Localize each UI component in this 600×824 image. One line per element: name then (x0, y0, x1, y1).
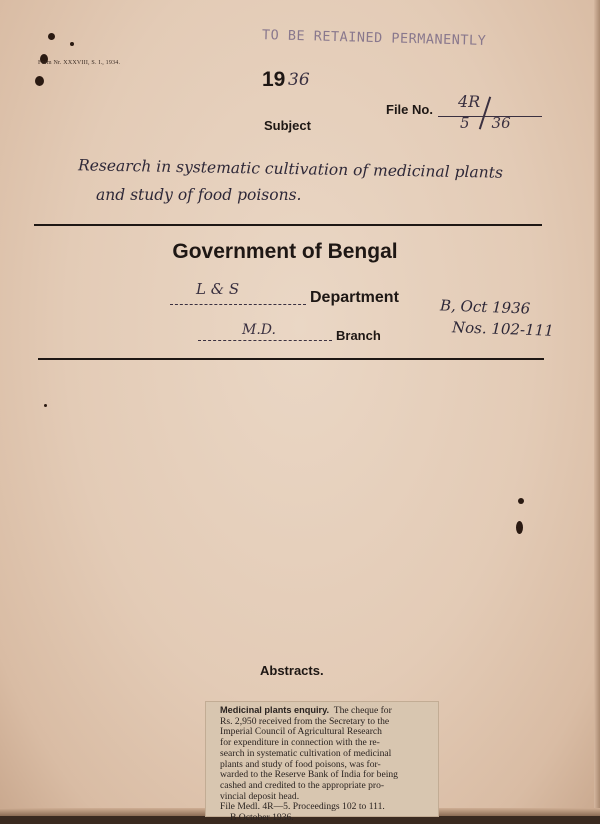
file-number-bottom (460, 114, 511, 132)
clipping-line: File Medl. 4R—5. Proceedings 102 to 111. (220, 801, 385, 813)
clipping-line: plants and study of food poisons, was for- (220, 758, 381, 770)
file-number-label: File No. (386, 102, 433, 117)
ink-stain (516, 521, 523, 534)
clipping-line-text: The cheque for (333, 705, 392, 716)
subject-label: Subject (264, 118, 311, 133)
clipping-line: warded to the Reserve Bank of India for being (220, 769, 398, 781)
ink-stain (44, 404, 47, 407)
subject-line-2: and study of food poisons. (96, 186, 302, 204)
year-handwritten: 36 (288, 70, 310, 90)
ink-stain (48, 33, 55, 40)
clipping-line: cashed and credited to the appropriate pro- (220, 779, 385, 791)
date-note: B, Oct 1936 (439, 296, 531, 318)
clipping-line: B October 1936. (230, 812, 294, 824)
file-number-top: 4R (458, 92, 481, 111)
subject-line-1: Research in systematic cultivation of medicinal plants (77, 156, 504, 182)
file-number-bottom-value: 5 (460, 114, 470, 132)
file-number-year: 36 (491, 114, 511, 132)
clipping-line (220, 705, 432, 717)
page-edge-right (594, 0, 600, 816)
ink-stain (35, 76, 44, 86)
proceedings-numbers-note: Nos. 102-111 (451, 318, 555, 340)
abstract-clipping (206, 702, 438, 824)
clipping-line: search in systematic cultivation of medicinal (220, 747, 392, 759)
year-printed: 19 (262, 68, 286, 91)
clipping-line: Imperial Council of Agricultural Research (220, 726, 382, 738)
clipping-line: vincial deposit head. (220, 790, 300, 802)
clipping-line: for expenditure in connection with the re- (220, 737, 380, 749)
branch-line (198, 340, 332, 342)
retention-stamp: TO BE RETAINED PERMANENTLY (261, 27, 487, 49)
rule-bottom (38, 358, 544, 360)
ink-stain (518, 498, 524, 504)
department-line (170, 304, 306, 306)
abstracts-label: Abstracts. (260, 663, 324, 678)
department-label: Department (310, 289, 399, 306)
rule-top (34, 224, 542, 226)
clipping-line: Rs. 2,950 received from the Secretary to the (220, 715, 390, 727)
form-number: Form Nr. XXXVIII, S. I., 1934. (38, 60, 121, 66)
government-title: Government of Bengal (172, 240, 398, 263)
department-handwritten: L & S (196, 280, 240, 298)
branch-handwritten: M.D. (242, 322, 276, 338)
branch-label: Branch (336, 328, 381, 343)
ink-stain (70, 42, 74, 46)
clipping-lead: Medicinal plants enquiry. (220, 705, 330, 715)
